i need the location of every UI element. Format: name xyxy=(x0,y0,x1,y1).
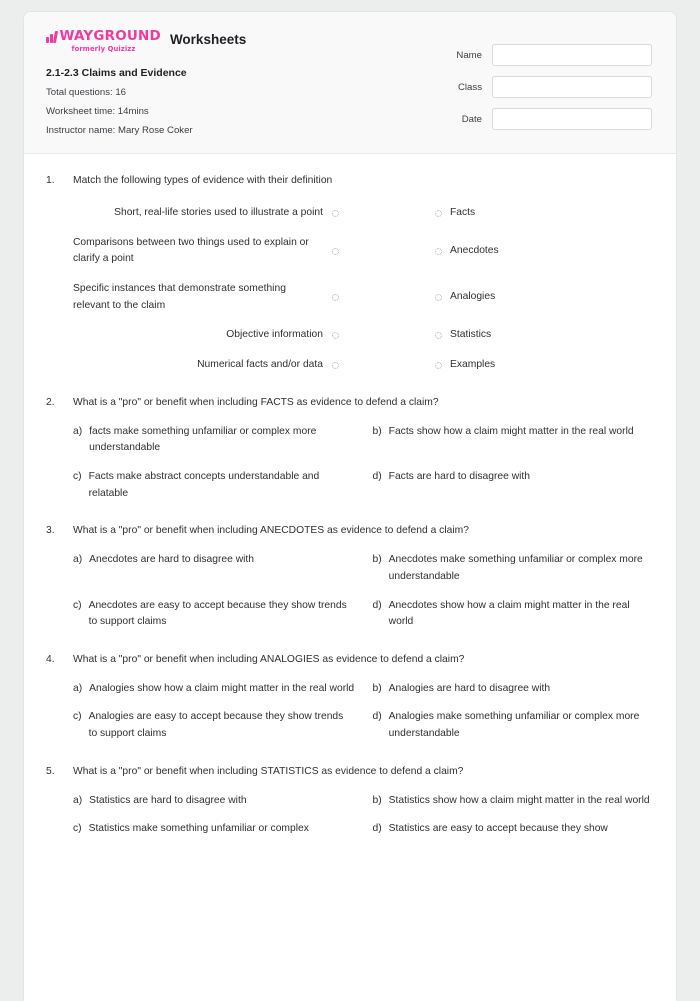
answer-option[interactable] xyxy=(373,469,655,502)
matching-right-dot-icon[interactable] xyxy=(435,362,442,369)
answer-option[interactable] xyxy=(73,681,355,698)
question-5 xyxy=(46,765,654,838)
option-text: Facts make abstract concepts understandable and relatable xyxy=(88,470,320,499)
option-text: facts make something unfamiliar or complex more understandable xyxy=(89,425,317,454)
matching-grid xyxy=(46,205,654,374)
worksheet-header xyxy=(24,12,676,154)
question-1 xyxy=(46,174,654,374)
option-text: Analogies are easy to accept because they show trends to support claims xyxy=(88,711,344,740)
brand-row xyxy=(46,30,246,52)
matching-right-label: Statistics xyxy=(450,329,492,341)
matching-right-item xyxy=(435,358,495,373)
answer-option[interactable] xyxy=(373,681,655,698)
answer-option[interactable] xyxy=(73,552,355,585)
question-number: 1. xyxy=(46,175,55,186)
question-prompt: What is a "pro" or benefit when including FACTS as evidence to defend a claim? xyxy=(73,396,439,408)
worksheet-time: Worksheet time: 14mins xyxy=(46,106,149,118)
option-text: Anecdotes are easy to accept because they show trends to support claims xyxy=(88,599,347,628)
matching-left-item: Comparisons between two things used to explain or clarify a point xyxy=(73,236,309,265)
field-row-class xyxy=(448,76,652,98)
name-label: Name xyxy=(456,49,482,61)
matching-left-dot-icon[interactable] xyxy=(332,362,339,369)
option-text: Statistics make something unfamiliar or complex xyxy=(88,823,309,835)
matching-row xyxy=(73,235,654,268)
option-text: Facts show how a claim might matter in the real world xyxy=(388,425,634,437)
option-letter: a) xyxy=(73,682,83,694)
logo-wordmark: WAYGROUND xyxy=(59,28,161,44)
matching-left-item: Specific instances that demonstrate something relevant to the claim xyxy=(73,282,286,311)
question-2 xyxy=(46,396,654,503)
question-number: 4. xyxy=(46,653,55,665)
option-letter: b) xyxy=(372,682,382,694)
matching-left-dot-icon[interactable] xyxy=(332,248,339,255)
question-number: 2. xyxy=(46,396,55,408)
answer-option[interactable] xyxy=(73,709,355,742)
answer-option[interactable] xyxy=(373,598,655,631)
matching-row xyxy=(73,281,654,314)
question-prompt: What is a "pro" or benefit when including ANALOGIES as evidence to defend a claim? xyxy=(73,653,465,665)
matching-row xyxy=(73,327,654,344)
matching-right-dot-icon[interactable] xyxy=(435,294,442,301)
option-text: Anecdotes show how a claim might matter in the real world xyxy=(388,599,630,628)
class-input[interactable] xyxy=(492,76,652,98)
date-input[interactable] xyxy=(492,108,652,130)
matching-right-item xyxy=(435,206,475,221)
field-row-date xyxy=(448,108,652,130)
worksheet-meta xyxy=(46,67,246,136)
option-letter: a) xyxy=(73,425,83,437)
question-prompt: Match the following types of evidence with their definition xyxy=(73,175,333,186)
matching-left-item: Short, real-life stories used to illustrate a point xyxy=(114,206,323,218)
matching-right-item xyxy=(435,290,495,305)
option-letter: d) xyxy=(372,599,382,611)
answer-option[interactable] xyxy=(73,424,355,457)
question-header xyxy=(46,174,654,189)
question-3 xyxy=(46,524,654,631)
question-number: 3. xyxy=(46,525,55,537)
option-text: Anecdotes make something unfamiliar or complex more understandable xyxy=(388,554,643,582)
option-letter: d) xyxy=(372,470,382,482)
answer-option[interactable] xyxy=(73,793,355,810)
document-title: 2.1-2.3 Claims and Evidence xyxy=(46,67,187,80)
header-left xyxy=(46,28,246,136)
question-header xyxy=(46,524,654,539)
option-letter: b) xyxy=(372,425,382,437)
option-letter: c) xyxy=(73,599,82,611)
matching-right-item xyxy=(435,244,499,259)
answer-options xyxy=(46,424,654,503)
option-letter: b) xyxy=(372,554,382,566)
instructor-name: Instructor name: Mary Rose Coker xyxy=(46,125,193,137)
option-text: Analogies are hard to disagree with xyxy=(388,682,551,694)
matching-right-label: Analogies xyxy=(450,291,496,303)
answer-option[interactable] xyxy=(373,552,655,585)
answer-options xyxy=(46,552,654,631)
question-header xyxy=(46,396,654,411)
answer-options xyxy=(46,681,654,743)
matching-right-label: Anecdotes xyxy=(450,244,499,256)
matching-left-dot-icon[interactable] xyxy=(332,210,339,217)
option-letter: c) xyxy=(73,470,82,482)
answer-option[interactable] xyxy=(73,469,355,502)
matching-left-item: Numerical facts and/or data xyxy=(197,358,323,370)
option-letter: d) xyxy=(372,711,382,723)
option-text: Facts are hard to disagree with xyxy=(388,470,531,482)
answer-option[interactable] xyxy=(373,821,655,838)
option-text: Anecdotes are hard to disagree with xyxy=(89,554,255,566)
matching-right-dot-icon[interactable] xyxy=(435,332,442,339)
student-info-form xyxy=(448,28,654,130)
option-letter: a) xyxy=(73,554,83,566)
class-label: Class xyxy=(458,81,482,93)
option-text: Statistics show how a claim might matter in the real world xyxy=(388,794,650,806)
matching-right-item xyxy=(435,328,491,343)
field-row-name xyxy=(448,44,652,66)
option-text: Statistics are easy to accept because they show xyxy=(388,823,608,835)
date-label: Date xyxy=(461,113,482,125)
name-input[interactable] xyxy=(492,44,652,66)
question-prompt: What is a "pro" or benefit when including ANECDOTES as evidence to defend a claim? xyxy=(73,525,469,537)
answer-options xyxy=(46,793,654,838)
wayground-logo xyxy=(46,30,161,52)
matching-left-dot-icon[interactable] xyxy=(332,332,339,339)
option-text: Analogies make something unfamiliar or complex more understandable xyxy=(388,711,640,740)
matching-left-item: Objective information xyxy=(226,329,323,341)
questions-body xyxy=(24,154,676,838)
question-4 xyxy=(46,653,654,743)
answer-option[interactable] xyxy=(373,709,655,742)
matching-right-label: Facts xyxy=(450,206,476,218)
option-letter: b) xyxy=(372,794,382,806)
question-header xyxy=(46,765,654,780)
question-number: 5. xyxy=(46,765,55,777)
option-text: Analogies show how a claim might matter in the real world xyxy=(89,682,355,694)
option-letter: d) xyxy=(372,823,382,835)
matching-right-dot-icon[interactable] xyxy=(435,210,442,217)
total-questions: Total questions: 16 xyxy=(46,87,127,99)
option-letter: c) xyxy=(73,823,82,835)
wayground-bars-icon xyxy=(46,31,57,43)
matching-right-label: Examples xyxy=(450,358,496,370)
question-header xyxy=(46,653,654,668)
worksheet-page xyxy=(23,11,677,1001)
matching-row xyxy=(73,357,654,374)
answer-option[interactable] xyxy=(73,598,355,631)
option-text: Statistics are hard to disagree with xyxy=(89,794,247,806)
option-letter: a) xyxy=(73,794,83,806)
logo-subtitle: formerly Quizizz xyxy=(71,44,136,53)
page-title: Worksheets xyxy=(169,32,247,47)
answer-option[interactable] xyxy=(373,793,655,810)
question-prompt: What is a "pro" or benefit when including STATISTICS as evidence to defend a claim? xyxy=(73,765,464,777)
matching-row xyxy=(73,205,654,222)
answer-option[interactable] xyxy=(73,821,355,838)
matching-right-dot-icon[interactable] xyxy=(435,248,442,255)
logo-mark-row xyxy=(46,30,161,44)
answer-option[interactable] xyxy=(373,424,655,457)
matching-left-dot-icon[interactable] xyxy=(332,294,339,301)
option-letter: c) xyxy=(73,711,82,723)
